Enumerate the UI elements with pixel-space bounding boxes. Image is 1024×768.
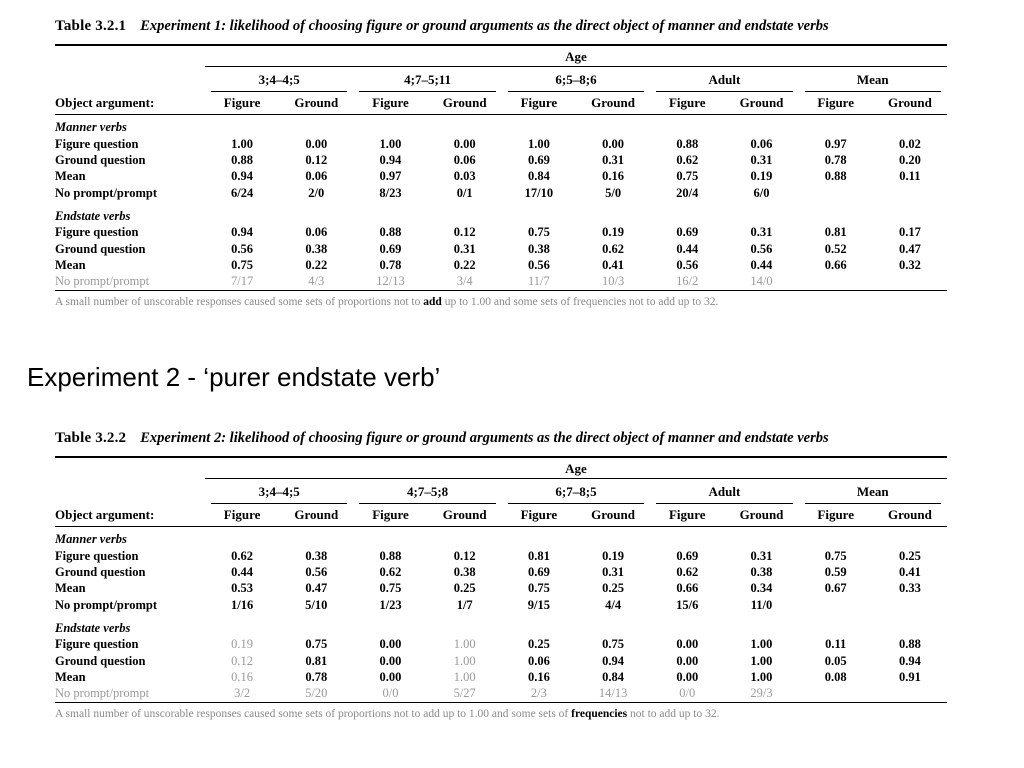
table-cell: 0.75 [824, 548, 847, 563]
age-group-header: 4;7–5;8 [353, 484, 501, 500]
table-cell: 0.84 [527, 169, 550, 184]
column-header: Figure [223, 507, 261, 522]
table-row [55, 686, 947, 702]
table-cell: 16/2 [676, 274, 699, 289]
column-header: Figure [668, 507, 706, 522]
table-cell: 8/23 [379, 185, 402, 200]
column-header: Figure [520, 95, 558, 110]
table-cell: 6/0 [753, 185, 770, 200]
column-header: Ground [591, 507, 635, 522]
note-text-end: not to add up to 32. [627, 708, 720, 721]
age-group-row [55, 480, 947, 504]
table-cell: 0.32 [898, 258, 921, 273]
table-cell: 0.33 [898, 581, 921, 596]
table-title: Experiment 1: likelihood of choosing figure or ground arguments as the direct object of manner and endstate verbs [140, 18, 829, 34]
table-cell: 1.00 [750, 637, 773, 652]
table-cell: 5/27 [453, 686, 476, 701]
table-note [55, 296, 947, 308]
table-row [55, 564, 947, 580]
table-cell: 0/0 [382, 686, 399, 701]
table-cell: 0.00 [379, 653, 402, 668]
table-cell: 5/0 [605, 185, 622, 200]
table-row [55, 637, 947, 653]
table-cell: 0.75 [602, 637, 625, 652]
column-header: Figure [817, 507, 854, 522]
table-cell: 0.12 [231, 653, 254, 668]
table-cell: 0/1 [456, 185, 473, 200]
table-cell: 14/0 [750, 274, 773, 289]
column-header: Figure [372, 507, 409, 522]
table-cell: 0.81 [527, 548, 550, 563]
table-cell: 0.38 [527, 241, 550, 256]
table-cell: 0.62 [676, 565, 699, 580]
column-header: Ground [591, 95, 635, 110]
table-cell: 0.69 [676, 225, 699, 240]
table-cell: 0.81 [305, 653, 328, 668]
row-label: Mean [55, 670, 86, 685]
row-label: Ground question [55, 153, 146, 168]
table-cell: 4/3 [308, 274, 325, 289]
table-cell: 0.62 [231, 548, 254, 563]
table-cell: 0.03 [453, 169, 476, 184]
table-cell: 0.12 [453, 225, 476, 240]
table-cell: 29/3 [750, 686, 773, 701]
bottom-rule [55, 290, 947, 291]
table-cell: 0.00 [676, 670, 699, 685]
age-header [55, 46, 947, 66]
table-row [55, 581, 947, 597]
table-cell: 0.00 [676, 637, 699, 652]
table-note [55, 708, 947, 720]
table-cell: 0.94 [602, 653, 625, 668]
row-label: Ground question [55, 565, 146, 580]
table-cell: 0.16 [602, 169, 625, 184]
table-cell: 0.69 [379, 241, 402, 256]
row-header-label: Object argument: [55, 507, 155, 522]
table-cell: 0.06 [453, 153, 476, 168]
table-cell: 0.97 [379, 169, 402, 184]
table-cell: 1.00 [453, 670, 476, 685]
table-cell: 0.81 [824, 225, 847, 240]
table-cell: 0.25 [453, 581, 476, 596]
age-group-header: 3;4–4;5 [205, 72, 353, 88]
table-cell: 0.31 [602, 565, 625, 580]
table-cell: 0.56 [231, 241, 254, 256]
table-cell: 0.56 [305, 565, 328, 580]
table-cell: 10/3 [601, 274, 625, 289]
table-cell: 0.11 [825, 637, 847, 652]
table-cell: 0.25 [602, 581, 625, 596]
table-cell: 0.00 [602, 136, 625, 151]
bottom-rule [55, 702, 947, 703]
table-row [55, 225, 947, 241]
row-label: No prompt/prompt [55, 686, 150, 701]
section-title: Endstate verbs [55, 620, 131, 635]
table-number: Table 3.2.1 [55, 18, 127, 34]
table-row [55, 169, 947, 185]
table-cell: 0.19 [231, 637, 254, 652]
age-group-header: 6;5–8;6 [502, 72, 650, 88]
table-cell: 0.00 [453, 136, 476, 151]
age-group-header: Adult [650, 72, 798, 88]
table-row [55, 152, 947, 168]
age-group-header: Mean [799, 72, 947, 88]
table-cell: 0.31 [750, 153, 773, 168]
table-cell: 0.67 [824, 581, 847, 596]
table-cell: 0.00 [676, 653, 699, 668]
table-cell: 0.69 [527, 565, 550, 580]
column-header: Figure [372, 95, 409, 110]
table-cell: 0.41 [602, 258, 625, 273]
table-cell: 0.22 [305, 258, 328, 273]
table-cell: 0.25 [527, 637, 550, 652]
table-cell: 0.75 [527, 225, 550, 240]
table-cell: 0.88 [898, 637, 921, 652]
table-cell: 0.78 [305, 670, 328, 685]
table-3-2-1 [55, 18, 947, 308]
table-cell: 0.66 [824, 258, 847, 273]
table-cell: 1.00 [750, 653, 773, 668]
table-cell: 0.20 [898, 153, 921, 168]
table-cell: 0.06 [305, 225, 328, 240]
note-bold-text: add [423, 296, 442, 309]
note-text-end: up to 1.00 and some sets of frequencies not to add up to 32. [441, 296, 719, 309]
table-cell: 0.88 [231, 153, 254, 168]
table-cell: 7/17 [230, 274, 254, 289]
table-cell: 0.00 [379, 637, 402, 652]
table-cell: 0.31 [750, 548, 773, 563]
table-cell: 0.12 [453, 548, 476, 563]
age-group-header: 3;4–4;5 [205, 484, 353, 500]
age-label: Age [565, 461, 587, 476]
table-cell: 0.88 [379, 225, 402, 240]
table-cell: 0.84 [602, 670, 625, 685]
table-cell: 0.08 [824, 670, 847, 685]
table-cell: 0.44 [750, 258, 773, 273]
table-cell: 3/2 [234, 686, 251, 701]
note-text: A small number of unscorable responses caused some sets of proportions not to [55, 296, 424, 309]
table-cell: 0.53 [231, 581, 254, 596]
table-cell: 0.19 [750, 169, 773, 184]
table-cell: 0.75 [305, 637, 328, 652]
age-group-header: 6;7–8;5 [502, 484, 650, 500]
row-label: No prompt/prompt [55, 274, 150, 289]
table-row [55, 548, 947, 564]
table-cell: 12/13 [376, 274, 405, 289]
row-header-label: Object argument: [55, 95, 155, 110]
table-cell: 0.75 [379, 581, 402, 596]
table-cell: 0.56 [676, 258, 699, 273]
table-cell: 0.94 [231, 225, 254, 240]
row-label: Ground question [55, 653, 146, 668]
table-cell: 0.52 [824, 241, 847, 256]
row-label: Figure question [55, 548, 139, 563]
table-cell: 0.75 [527, 581, 550, 596]
table-cell: 2/3 [530, 686, 547, 701]
table-cell: 0.38 [750, 565, 773, 580]
table-cell: 0.38 [453, 565, 476, 580]
table-cell: 0.11 [899, 169, 921, 184]
table-cell: 1.00 [379, 136, 402, 151]
table-cell: 0.06 [750, 136, 773, 151]
column-header: Ground [442, 507, 487, 522]
table-cell: 0.31 [453, 241, 476, 256]
age-group-header: 4;7–5;11 [353, 72, 501, 88]
table-cell: 11/0 [750, 597, 773, 612]
section-heading: Experiment 2 - ‘purer endstate verb’ [27, 362, 441, 392]
table-cell: 0.59 [824, 565, 847, 580]
table-cell: 0.02 [898, 136, 921, 151]
table-cell: 0.88 [824, 169, 847, 184]
table-cell: 2/0 [308, 185, 325, 200]
table-cell: 11/7 [528, 274, 550, 289]
table-cell: 1/7 [456, 597, 473, 612]
table-3-2-2 [55, 430, 947, 720]
table-cell: 0.62 [379, 565, 402, 580]
table-cell: 5/20 [305, 686, 328, 701]
table-cell: 0.19 [602, 225, 625, 240]
column-header-row [55, 92, 947, 114]
table-cell: 0.56 [527, 258, 550, 273]
table-cell: 0.25 [898, 548, 921, 563]
table-cell: 0.12 [305, 153, 328, 168]
table-cell: 6/24 [230, 185, 254, 200]
table-cell: 0.88 [676, 136, 699, 151]
table-cell: 9/15 [527, 597, 550, 612]
table-cell: 0.38 [305, 241, 328, 256]
table-cell: 0.78 [379, 258, 402, 273]
table-row [55, 241, 947, 257]
column-header: Figure [223, 95, 261, 110]
table-cell: 0.78 [824, 153, 847, 168]
row-label: Mean [55, 581, 86, 596]
row-label: No prompt/prompt [55, 185, 157, 200]
table-caption [55, 430, 947, 456]
age-group-header: Adult [650, 484, 798, 500]
table-cell: 1.00 [750, 670, 773, 685]
column-header: Ground [887, 95, 932, 110]
table-cell: 17/10 [524, 185, 554, 200]
table-cell: 0.94 [898, 653, 921, 668]
table-cell: 0.05 [824, 653, 847, 668]
note-bold-text: frequencies [571, 708, 628, 721]
row-label: Figure question [55, 225, 139, 240]
column-header: Ground [294, 95, 339, 110]
table-row [55, 653, 947, 669]
note-text: A small number of unscorable responses caused some sets of proportions not to add up to 1.00 and some sets of [55, 708, 572, 721]
table-cell: 0.31 [602, 153, 625, 168]
table-row [55, 669, 947, 685]
table-cell: 1/16 [230, 597, 254, 612]
table-row [55, 185, 947, 201]
table-cell: 0.62 [602, 241, 625, 256]
table-cell: 1.00 [231, 136, 254, 151]
section-title: Manner verbs [55, 532, 127, 546]
table-cell: 0.34 [750, 581, 773, 596]
table-cell: 0.17 [898, 225, 921, 240]
table-cell: 0.44 [231, 565, 254, 580]
table-body [55, 527, 947, 702]
table-cell: 1.00 [453, 653, 476, 668]
table-cell: 0.41 [898, 565, 921, 580]
table-cell: 0.88 [379, 548, 402, 563]
table-row [55, 597, 947, 613]
table-cell: 0.00 [379, 670, 402, 685]
table-cell: 0.06 [305, 169, 328, 184]
column-header: Figure [668, 95, 706, 110]
section-title: Endstate verbs [55, 208, 131, 223]
row-label: No prompt/prompt [55, 597, 157, 612]
table-row [55, 257, 947, 273]
age-header [55, 458, 947, 478]
table-cell: 0.31 [750, 225, 773, 240]
row-label: Mean [55, 169, 86, 184]
table-row [55, 136, 947, 152]
table-cell: 0.97 [824, 136, 847, 151]
age-label: Age [565, 49, 587, 64]
section-title: Manner verbs [55, 120, 127, 134]
table-cell: 0.91 [898, 670, 921, 685]
table-cell: 0.44 [676, 241, 699, 256]
column-header: Ground [739, 507, 784, 522]
table-body [55, 115, 947, 290]
table-cell: 1.00 [527, 136, 550, 151]
table-cell: 0.47 [898, 241, 921, 256]
table-caption [55, 18, 947, 44]
column-header: Ground [887, 507, 932, 522]
table-number: Table 3.2.2 [55, 430, 127, 446]
table-cell: 0.94 [379, 153, 402, 168]
table-cell: 0.06 [527, 653, 550, 668]
table-cell: 0.75 [231, 258, 254, 273]
column-header: Figure [817, 95, 854, 110]
table-cell: 0.16 [527, 670, 550, 685]
table-title: Experiment 2: likelihood of choosing figure or ground arguments as the direct object of manner and endstate verbs [140, 430, 829, 446]
table-cell: 0.38 [305, 548, 328, 563]
column-header: Ground [739, 95, 784, 110]
table-cell: 0.66 [676, 581, 699, 596]
age-group-row [55, 68, 947, 92]
table-cell: 0.16 [231, 670, 254, 685]
column-header-row [55, 504, 947, 526]
row-label: Figure question [55, 637, 139, 652]
table-cell: 0.69 [527, 153, 550, 168]
age-group-header: Mean [799, 484, 947, 500]
table-cell: 0.19 [602, 548, 625, 563]
row-label: Mean [55, 258, 86, 273]
table-row [55, 274, 947, 290]
table-cell: 1.00 [453, 637, 476, 652]
table-cell: 5/10 [305, 597, 328, 612]
column-header: Figure [520, 507, 558, 522]
table-cell: 14/13 [598, 686, 628, 701]
table-cell: 0.62 [676, 153, 699, 168]
table-cell: 0.94 [231, 169, 254, 184]
table-cell: 15/6 [676, 597, 699, 612]
table-cell: 0.56 [750, 241, 773, 256]
row-label: Ground question [55, 241, 146, 256]
table-cell: 1/23 [379, 597, 402, 612]
row-label: Figure question [55, 136, 139, 151]
column-header: Ground [294, 507, 339, 522]
table-cell: 0.75 [676, 169, 699, 184]
table-cell: 0.69 [676, 548, 699, 563]
table-cell: 3/4 [456, 274, 473, 289]
table-cell: 0.47 [305, 581, 328, 596]
column-header: Ground [442, 95, 487, 110]
table-cell: 20/4 [676, 185, 699, 200]
table-cell: 0/0 [679, 686, 696, 701]
table-cell: 4/4 [605, 597, 622, 612]
table-cell: 0.00 [305, 136, 328, 151]
table-cell: 0.22 [453, 258, 476, 273]
